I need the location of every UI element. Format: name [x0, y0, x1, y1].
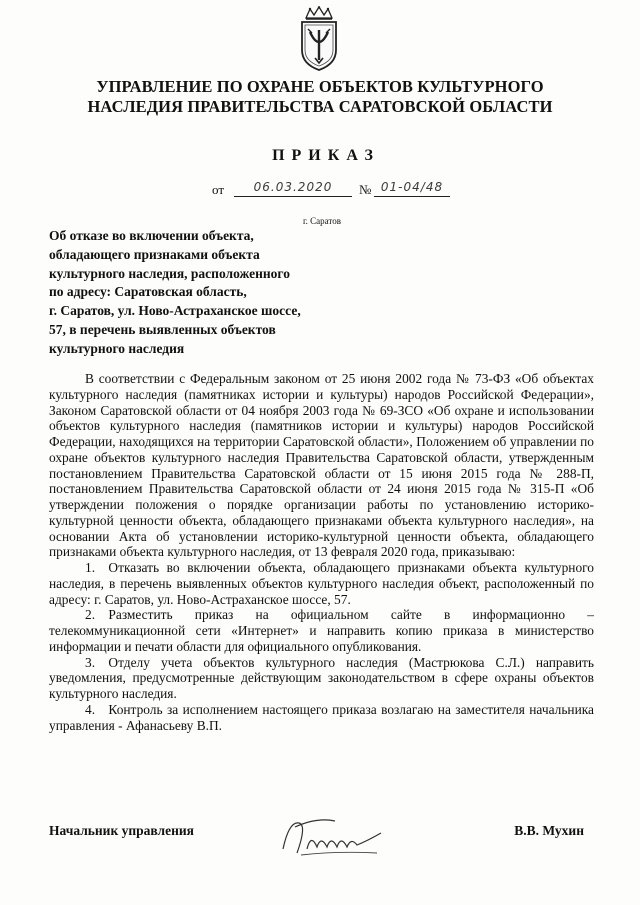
signature-block	[49, 813, 594, 863]
order-item-2: 2. Разместить приказ на официальном сайте в информационно – телекоммуникационной сети «Интернет» и направить копию приказа в министерство информации и печати области для официального опубликования.	[49, 607, 594, 654]
order-item-4: 4. Контроль за исполнением настоящего приказа возлагаю на заместителя начальника управления - Афанасьеву В.П.	[49, 701, 594, 733]
subject-line: по адресу: Саратовская область,	[49, 284, 247, 300]
handwritten-number: 01-04/48	[374, 178, 450, 197]
authority-line-1: УПРАВЛЕНИЕ ПО ОХРАНЕ ОБЪЕКТОВ КУЛЬТУРНОГО	[96, 77, 544, 96]
authority-line-2: НАСЛЕДИЯ ПРАВИТЕЛЬСТВА САРАТОВСКОЙ ОБЛАСТИ	[87, 97, 553, 116]
number-label: №	[359, 182, 372, 197]
order-body	[49, 371, 594, 733]
signatory-position: Начальник управления	[49, 823, 194, 838]
signatory-name: В.В. Мухин	[514, 823, 584, 838]
order-item-3: 3. Отделу учета объектов культурного наследия (Мастрюкова С.Л.) направить уведомления, предусмотренные действующим законодательством в сфере охраны объектов культурного наследия.	[49, 654, 594, 701]
order-date-number-line	[212, 178, 452, 200]
saratov-coat-of-arms-icon	[294, 6, 344, 72]
subject-line: 57, в перечень выявленных объектов	[49, 321, 276, 337]
subject-line: культурного наследия, расположенного	[49, 265, 290, 281]
document-type-title: ПРИКАЗ	[272, 147, 380, 164]
place-of-issue: г. Саратов	[303, 216, 341, 226]
date-label: от	[212, 182, 225, 197]
handwritten-signature	[277, 813, 387, 861]
subject-line: г. Саратов, ул. Ново-Астраханское шоссе,	[49, 303, 301, 319]
issuing-authority	[40, 77, 600, 117]
subject-line: Об отказе во включении объекта,	[49, 228, 254, 243]
handwritten-date: 06.03.2020	[234, 178, 352, 197]
preamble-paragraph: В соответствии с Федеральным законом от 25 июня 2002 года № 73-ФЗ «Об объектах культурного наследия (памятниках истории и культуры) народов Российской Федерации», Законом Саратовской области от 04 ноября 2003 года № 69-ЗСО «Об охране и использовании объектов культурного наследия (памятников истории и культуры) народов Российской Федерации, находящихся на территории Саратовской области», Положением об управлении по охране объектов культурного наследия Правительства Саратовской области, утвержденным постановлением Правительства Саратовской области от 15 июня 2015 года № 288-П, постановлением Правительства Саратовской области от 24 июня 2015 года № 315-П «Об утверждении положения о порядке организации работы по установлению историко-культурной ценности объекта, обладающего признаками объекта культурного наследия», на основании Акта об установлении историко-культурной ценности объекта, обладающего признаками объекта культурного наследия, от 13 февраля 2020 года, приказываю:	[49, 371, 594, 560]
order-subject	[49, 227, 379, 359]
subject-line: обладающего признаками объекта	[49, 246, 260, 262]
subject-line: культурного наследия	[49, 340, 185, 356]
order-item-1: 1. Отказать во включении объекта, обладающего признаками объекта культурного наследия, в перечень выявленных объектов культурного наследия объект, расположенный по адресу: г. Саратов, ул. Ново-Астраханское шоссе, 57.	[49, 560, 594, 607]
